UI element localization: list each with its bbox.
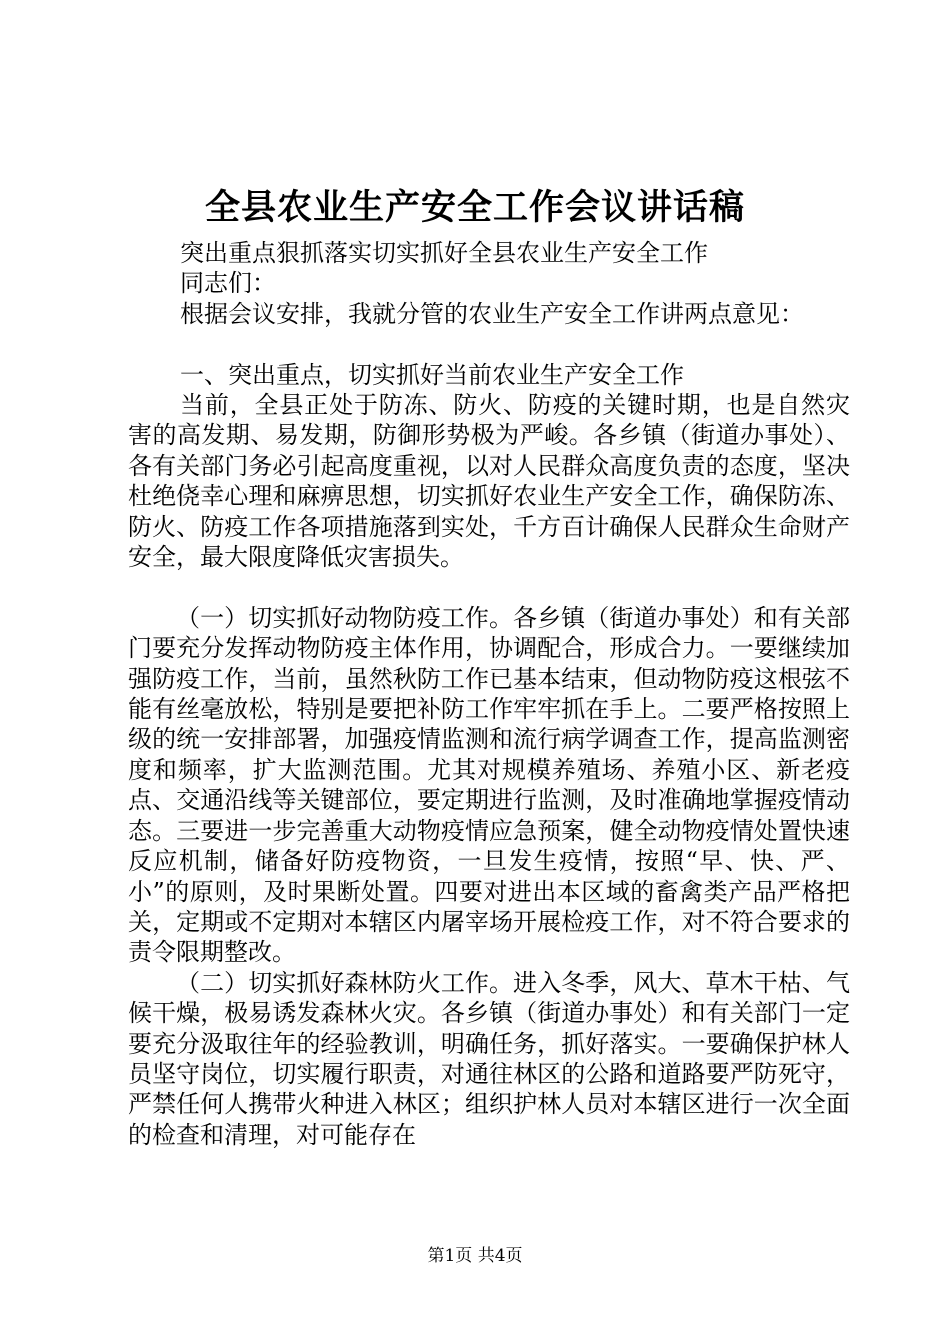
paragraph-spacer (128, 572, 850, 602)
section-1-paragraph: 当前，全县正处于防冻、防火、防疫的关键时期，也是自然灾害的高发期、易发期，防御形势极为严峻。各乡镇（街道办事处）、各有关部门务必引起高度重视，以对人民群众高度负责的态度，坚决杜绝侥幸心理和麻痹思想，切实抓好农业生产安全工作，确保防冻、防火、防疫工作各项措施落到实处，千方百计确保人民群众生命财产安全，最大限度降低灾害损失。 (128, 391, 850, 572)
document-subtitle: 突出重点狠抓落实切实抓好全县农业生产安全工作 (180, 239, 708, 267)
intro-paragraph: 根据会议安排，我就分管的农业生产安全工作讲两点意见： (180, 299, 804, 328)
item-2-paragraph: （二）切实抓好森林防火工作。进入冬季，风大、草木干枯、气候干燥，极易诱发森林火灾。各乡镇（街道办事处）和有关部门一定要充分汲取往年的经验教训，明确任务，抓好落实。一要确保护林人员坚守岗位，切实履行职责，对通往林区的公路和道路要严防死守，严禁任何人携带火种进入林区；组织护林人员对本辖区进行一次全面的检查和清理，对可能存在 (128, 968, 850, 1149)
item-1-paragraph: （一）切实抓好动物防疫工作。各乡镇（街道办事处）和有关部门要充分发挥动物防疫主体作用，协调配合，形成合力。一要继续加强防疫工作，当前，虽然秋防工作已基本结束，但动物防疫这根弦不能有丝毫放松，特别是要把补防工作牢牢抓在手上。二要严格按照上级的统一安排部署，加强疫情监测和流行病学调查工作，提高监测密度和频率，扩大监测范围。尤其对规模养殖场、养殖小区、新老疫点、交通沿线等关键部位，要定期进行监测，及时准确地掌握疫情动态。三要进一步完善重大动物疫情应急预案，健全动物疫情处置快速反应机制，储备好防疫物资，一旦发生疫情，按照“早、快、严、小”的原则，及时果断处置。四要对进出本区域的畜禽类产品严格把关，定期或不定期对本辖区内屠宰场开展检疫工作，对不符合要求的责令限期整改。 (128, 603, 850, 967)
section-1-heading: 一、突出重点，切实抓好当前农业生产安全工作 (180, 360, 684, 389)
document-body (128, 238, 850, 1150)
paragraph-spacer (128, 329, 850, 359)
page-number-footer: 第1页 共4页 (427, 1246, 523, 1266)
document-title: 全县农业生产安全工作会议讲话稿 (204, 187, 745, 228)
salutation: 同志们： (180, 269, 276, 298)
